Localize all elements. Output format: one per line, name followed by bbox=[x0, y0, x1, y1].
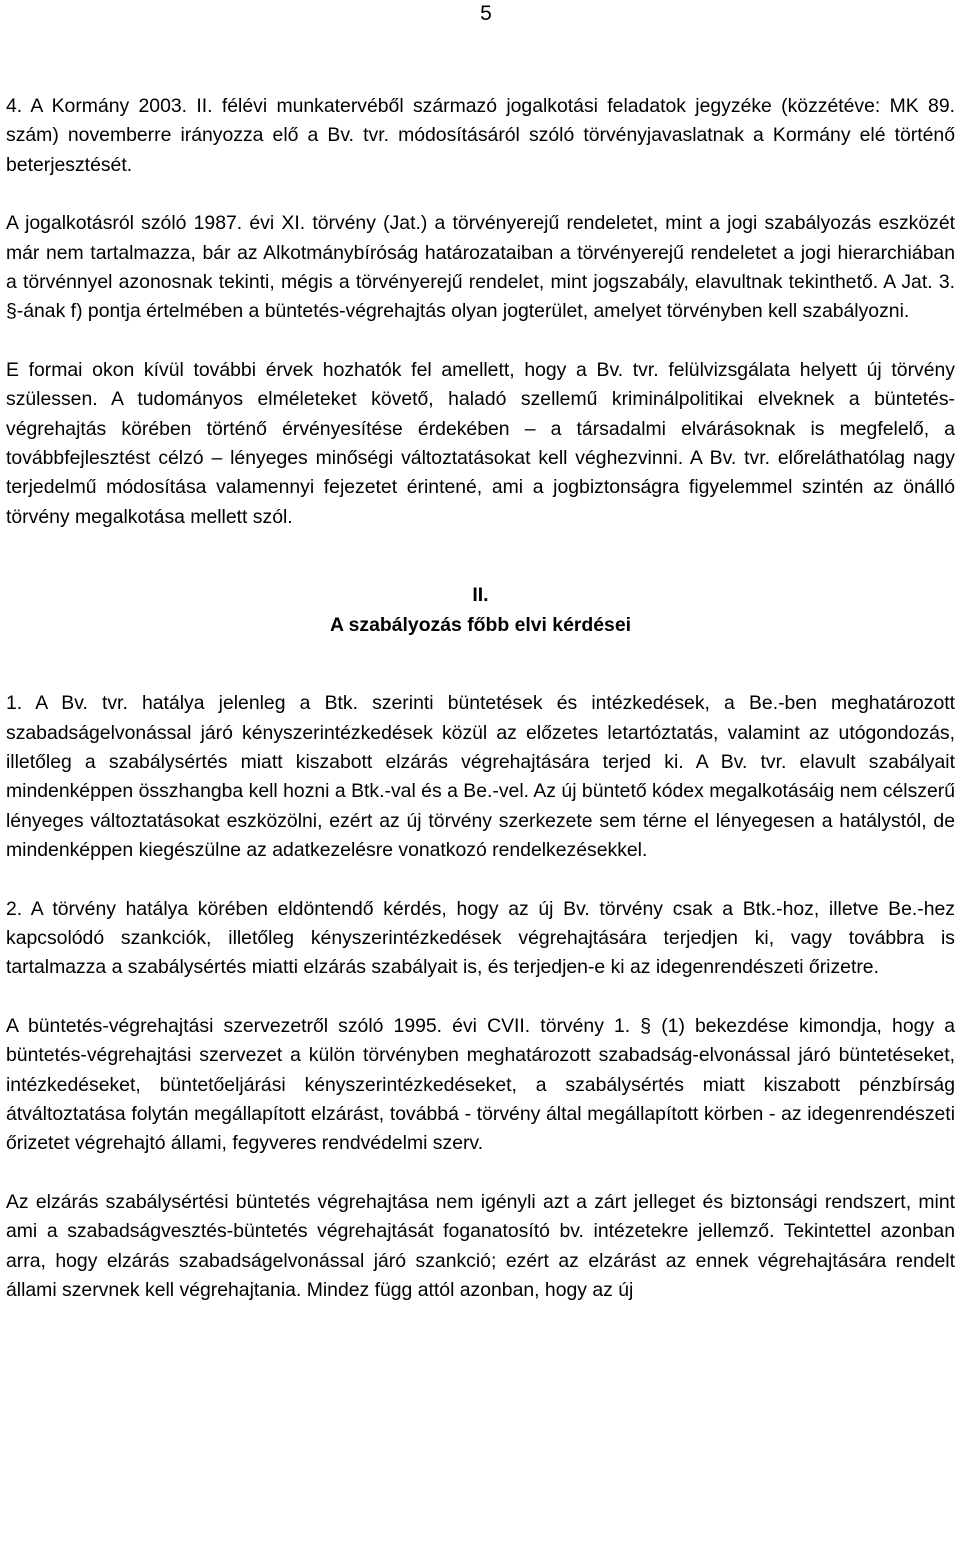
paragraph-7: Az elzárás szabálysértési büntetés végrehajtása nem igényli azt a zárt jelleget és biztonsági rendszert, mint ami a szabadságvesztés-büntetés végrehajtását foganatosító bv. intézetekre jellemző. Tekintettel azonban arra, hogy elzárás szabadságelvonással járó szankció; ezért az elzárást az ennek végrehajtására rendelt állami szervnek kell végrehajtania. Mindez függ attól azonban, hogy az új bbox=[6, 1190, 955, 1301]
paragraph-4: 1. A Bv. tvr. hatálya jelenleg a Btk. szerinti büntetések és intézkedések, a Be.-ben meghatározott szabadságelvonással járó kényszerintézkedések közül az előzetes letartóztatás, valamint az utógondozás, illetőleg a szabálysértés miatt kiszabott elzárás végrehajtására terjed ki. A Bv. tvr. elavult szabályait mindenképpen összhangba kell hozni a Btk.-val és a Be.-vel. Az új büntető kódex megalkotásáig nem célszerű lényeges változtatásokat eszközölni, ezért az új törvény szerkezete sem térne el lényegesen a hatálystól, de mindenképpen kiegészülne az adatkezelésre vonatkozó rendelkezésekkel. bbox=[6, 692, 955, 862]
paragraph-3: E formai okon kívül további érvek hozhatók fel amellett, hogy a Bv. tvr. felülvizsgálata helyett új törvény szülessen. A tudományos elméleteket követő, haladó szellemű kriminálpolitikai elveknek a büntetés-végrehajtás körében történő érvényesítése érdekében – a társadalmi elvárásoknak is megfelelő, a továbbfejlesztést célzó – lényeges minőségi változtatásokat kell véghezvinni. A Bv. tvr. előreláthatólag nagy terjedelmű módosítása valamennyi fejezetet érintené, ami a jogbiztonságra figyelemmel szintén az önálló törvény megalkotása mellett szól. bbox=[6, 358, 955, 528]
page-number: 5 bbox=[480, 2, 492, 25]
section-number: II. bbox=[472, 584, 489, 607]
section-title: A szabályozás főbb elvi kérdései bbox=[329, 613, 632, 636]
paragraph-1: 4. A Kormány 2003. II. félévi munkatervéből származó jogalkotási feladatok jegyzéke (közzétéve: MK 89. szám) novemberre irányozza elő a Bv. tvr. módosításáról szóló törvényjavaslatnak a Kormány elé történő beterjesztését. bbox=[6, 95, 955, 176]
paragraph-5: 2. A törvény hatálya körében eldöntendő kérdés, hogy az új Bv. törvény csak a Btk.-hoz, illetve Be.-hez kapcsolódó szankciók, illetőleg kényszerintézkedések végrehajtására terjedjen ki, vagy továbbra is tartalmazza a szabálysértés miatti elzárás szabályait is, és terjedjen-e ki az idegenrendészeti őrizetre. bbox=[6, 897, 955, 979]
section-heading bbox=[6, 581, 955, 640]
document-body bbox=[6, 92, 955, 1334]
paragraph-2: A jogalkotásról szóló 1987. évi XI. törvény (Jat.) a törvényerejű rendeletet, mint a jogi szabályozás eszközét már nem tartalmazza, bár az Alkotmánybíróság határozataiban a törvényerejű rendeletet a jogi hierarchiában a törvénnyel azonosnak tekinti, mégis a törvényerejű rendelet, mint jogszabály, elavultnak tekinthető. A Jat. 3. §-ának f) pontja értelmében a büntetés-végrehajtás olyan jogterület, amelyet törvényben kell szabályozni. bbox=[6, 212, 955, 323]
paragraph-6: A büntetés-végrehajtási szervezetről szóló 1995. évi CVII. törvény 1. § (1) bekezdése kimondja, hogy a büntetés-végrehajtási szervezet a külön törvényben meghatározott szabadság-elvonással járó büntetéseket, intézkedéseket, büntetőeljárási kényszerintézkedéseket, a szabálysértés miatt kiszabott pénzbírság átváltoztatása folytán megállapított elzárást, továbbá - törvény által megállapított körben - az idegenrendészeti őrizetet végrehajtó állami, fegyveres rendvédelmi szerv. bbox=[6, 1014, 955, 1155]
